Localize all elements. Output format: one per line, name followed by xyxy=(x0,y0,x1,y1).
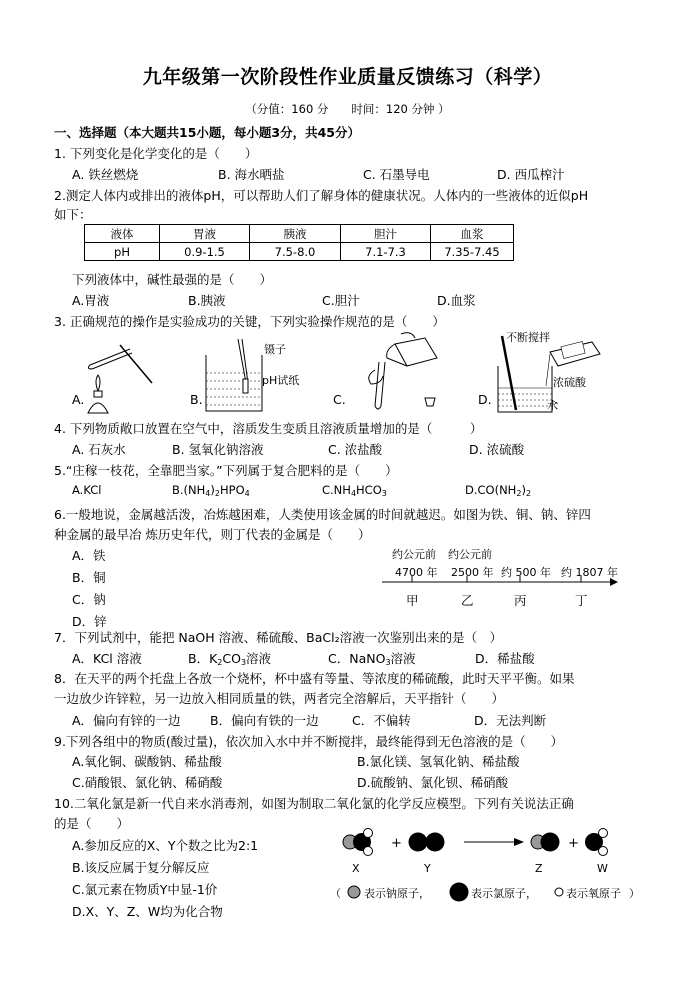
q7-option-d: D．稀盐酸 xyxy=(475,651,535,666)
timeline-year-3: 约 500 年 xyxy=(501,566,551,579)
q3-stem: 3. 正确规范的操作是实验成功的关键，下列实验操作规范的是（ ） xyxy=(54,314,445,329)
legend-chlorine: 表示氯原子， xyxy=(471,887,537,900)
molecule-z xyxy=(531,833,560,852)
ph-table-cell: 7.1-7.3 xyxy=(341,243,431,261)
q9-option-b: B.氯化镁、氢氧化钠、稀盐酸 xyxy=(357,754,520,769)
arrow-head xyxy=(514,838,524,846)
timeline-point-4: 丁 xyxy=(575,593,588,608)
ph-table-header-row xyxy=(85,225,514,243)
q9-option-d: D.硫酸钠、氯化钡、稀硝酸 xyxy=(357,775,509,790)
q6-stem-1: 6.一般地说，金属越活泼，冶炼越困难，人类使用该金属的时间就越迟。如图为铁、铜、钠、锌四 xyxy=(54,507,591,522)
timeline-year-1: 4700 年 xyxy=(395,566,438,579)
q7-option-a: A．KCl 溶液 xyxy=(72,651,142,666)
q3-label-d: D. xyxy=(478,392,492,407)
q10-option-d: D.X、Y、Z、W均为化合物 xyxy=(72,904,223,919)
ph-table-header: 血浆 xyxy=(431,225,514,243)
q8-stem-2: 一边放少许锌粒，另一边放入相同质量的铁，两者完全溶解后，天平指针（ ） xyxy=(54,691,505,706)
tweezers-label: 镊子 xyxy=(264,343,286,356)
q6-option-c: C．钠 xyxy=(72,592,106,607)
q2-option-b: B.胰液 xyxy=(188,293,226,308)
q3-label-b: B. xyxy=(190,392,203,407)
ph-table-cell: 7.5-8.0 xyxy=(250,243,341,261)
legend-close-paren: ） xyxy=(629,887,640,900)
reaction-model xyxy=(336,826,626,860)
q6-option-d: D．锌 xyxy=(72,614,107,629)
q6-stem-2: 种金属的最早冶 炼历史年代，则丁代表的金属是（ ） xyxy=(54,527,371,542)
pouring-figure xyxy=(345,332,445,414)
q4-option-c: C. 浓盐酸 xyxy=(328,442,383,457)
q10-stem-1: 10.二氧化氯是新一代自来水消毒剂，如图为制取二氧化氯的化学反应模型。下列有关说法正确 xyxy=(54,796,574,811)
ph-table xyxy=(84,224,514,261)
plus-sign: + xyxy=(568,836,579,851)
q2-stem-2: 如下： xyxy=(54,207,92,222)
molecule-y xyxy=(409,833,445,852)
q4-option-d: D. 浓硫酸 xyxy=(469,442,525,457)
model-label-z: Z xyxy=(535,862,543,875)
q10-option-a: A.参加反应的X、Y个数之比为2:1 xyxy=(72,838,259,853)
q9-stem: 9.下列各组中的物质(酸过量)，依次加入水中并不断搅拌，最终能得到无色溶液的是（ ） xyxy=(54,734,564,749)
acid-label: 浓硫酸 xyxy=(553,376,586,389)
q1-option-a: A. 铁丝燃烧 xyxy=(72,167,139,182)
ph-paper-label: pH试纸 xyxy=(262,374,300,387)
page-title: 九年级第一次阶段性作业质量反馈练习（科学） xyxy=(142,66,553,88)
q3-label-a: A. xyxy=(72,392,85,407)
molecule-w xyxy=(585,829,608,856)
q9-option-c: C.硝酸银、氯化钠、稀硝酸 xyxy=(72,775,223,790)
q8-option-b: B．偏向有铁的一边 xyxy=(210,713,319,728)
section-header: 一、选择题（本大题共15小题，每小题3分，共45分） xyxy=(54,125,360,140)
q1-option-b: B. 海水晒盐 xyxy=(218,167,285,182)
model-label-y: Y xyxy=(424,862,431,875)
q4-stem: 4. 下列物质敞口放置在空气中，溶质发生变质且溶液质量增加的是（ ） xyxy=(54,421,483,436)
molecule-x xyxy=(343,829,373,856)
q5-option-a: A.KCl xyxy=(72,483,102,497)
q2-option-c: C.胆汁 xyxy=(322,293,360,308)
q1-stem: 1. 下列变化是化学变化的是（ ） xyxy=(54,146,258,161)
q8-stem-1: 8．在天平的两个托盘上各放一个烧杯，杯中盛有等量、等浓度的稀硫酸，此时天平平衡。如果 xyxy=(54,671,575,686)
q8-option-d: D．无法判断 xyxy=(474,713,547,728)
q7-option-b: B．$K_2CO_3$溶液 xyxy=(188,651,272,667)
timeline-year-4: 约 1807 年 xyxy=(561,566,618,579)
q7-stem: 7．下列试剂中，能把 NaOH 溶液、稀硫酸、BaCl₂溶液一次鉴别出来的是（ ） xyxy=(54,630,503,645)
model-label-w: W xyxy=(597,862,608,875)
timeline-label-top-2: 约公元前 xyxy=(448,548,492,561)
ph-table-value-row xyxy=(85,243,514,261)
q8-option-a: A．偏向有锌的一边 xyxy=(72,713,181,728)
alcohol-lamp-figure xyxy=(80,335,170,415)
legend-sodium: 表示钠原子， xyxy=(364,887,430,900)
q2-option-d: D.血浆 xyxy=(437,293,476,308)
q10-option-b: B.该反应属于复分解反应 xyxy=(72,860,210,875)
q6-option-b: B．铜 xyxy=(72,570,106,585)
chlorine-atom-icon xyxy=(448,881,470,903)
timeline-year-2: 2500 年 xyxy=(451,566,494,579)
water-label: 水 xyxy=(547,399,558,412)
q1-option-c: C. 石墨导电 xyxy=(363,167,430,182)
q2-stem-1: 2.测定人体内或排出的液体pH，可以帮助人们了解身体的健康状况。人体内的一些液体的近似pH xyxy=(54,188,589,203)
q4-option-b: B. 氢氧化钠溶液 xyxy=(172,442,264,457)
q4-option-a: A. 石灰水 xyxy=(72,442,126,457)
ph-table-header: 液体 xyxy=(85,225,160,243)
legend-oxygen: 表示氧原子 xyxy=(566,887,621,900)
oxygen-atom-icon xyxy=(553,886,565,898)
timeline-point-1: 甲 xyxy=(406,593,419,608)
q5-option-b: $B.(NH_4)_2HPO_4$ xyxy=(172,483,250,498)
sodium-atom-icon xyxy=(346,884,362,900)
ph-table-header: 胰液 xyxy=(250,225,341,243)
plus-sign: + xyxy=(391,836,402,851)
ph-table-header: 胆汁 xyxy=(341,225,431,243)
q1-option-d: D. 西瓜榨汁 xyxy=(497,167,565,182)
q2-question: 下列液体中，碱性最强的是（ ） xyxy=(72,272,273,287)
timeline-axis xyxy=(380,576,620,590)
legend-open-paren: （ xyxy=(330,887,341,900)
q9-option-a: A.氧化铜、碳酸钠、稀盐酸 xyxy=(72,754,222,769)
ph-table-row-label: pH xyxy=(85,243,160,261)
q7-option-c: C．NaNO$_3$溶液 xyxy=(328,651,416,667)
q2-option-a: A.胃液 xyxy=(72,293,110,308)
ph-table-cell: 0.9-1.5 xyxy=(160,243,250,261)
q5-stem: 5.“庄稼一枝花，全靠肥当家。”下列属于复合肥料的是（ ） xyxy=(54,463,398,478)
stirring-label: 不断搅拌 xyxy=(506,331,550,344)
q6-option-a: A．铁 xyxy=(72,548,106,563)
page-subtitle: （分值：160 分 时间：120 分钟 ） xyxy=(245,102,450,116)
q8-option-c: C．不偏转 xyxy=(352,713,411,728)
q5-option-c: $C.NH_4HCO_3$ xyxy=(322,483,387,498)
model-label-x: X xyxy=(352,862,360,875)
timeline-point-2: 乙 xyxy=(461,593,474,608)
ph-table-header: 胃液 xyxy=(160,225,250,243)
q3-label-c: C. xyxy=(333,392,346,407)
q10-option-c: C.氯元素在物质Y中显-1价 xyxy=(72,882,218,897)
q10-stem-2: 的是（ ） xyxy=(54,816,130,831)
q5-option-d: $D.CO(NH_2)_2$ xyxy=(465,483,532,498)
ph-table-cell: 7.35-7.45 xyxy=(431,243,514,261)
timeline-point-3: 丙 xyxy=(514,593,527,608)
timeline-label-top-1: 约公元前 xyxy=(392,548,436,561)
